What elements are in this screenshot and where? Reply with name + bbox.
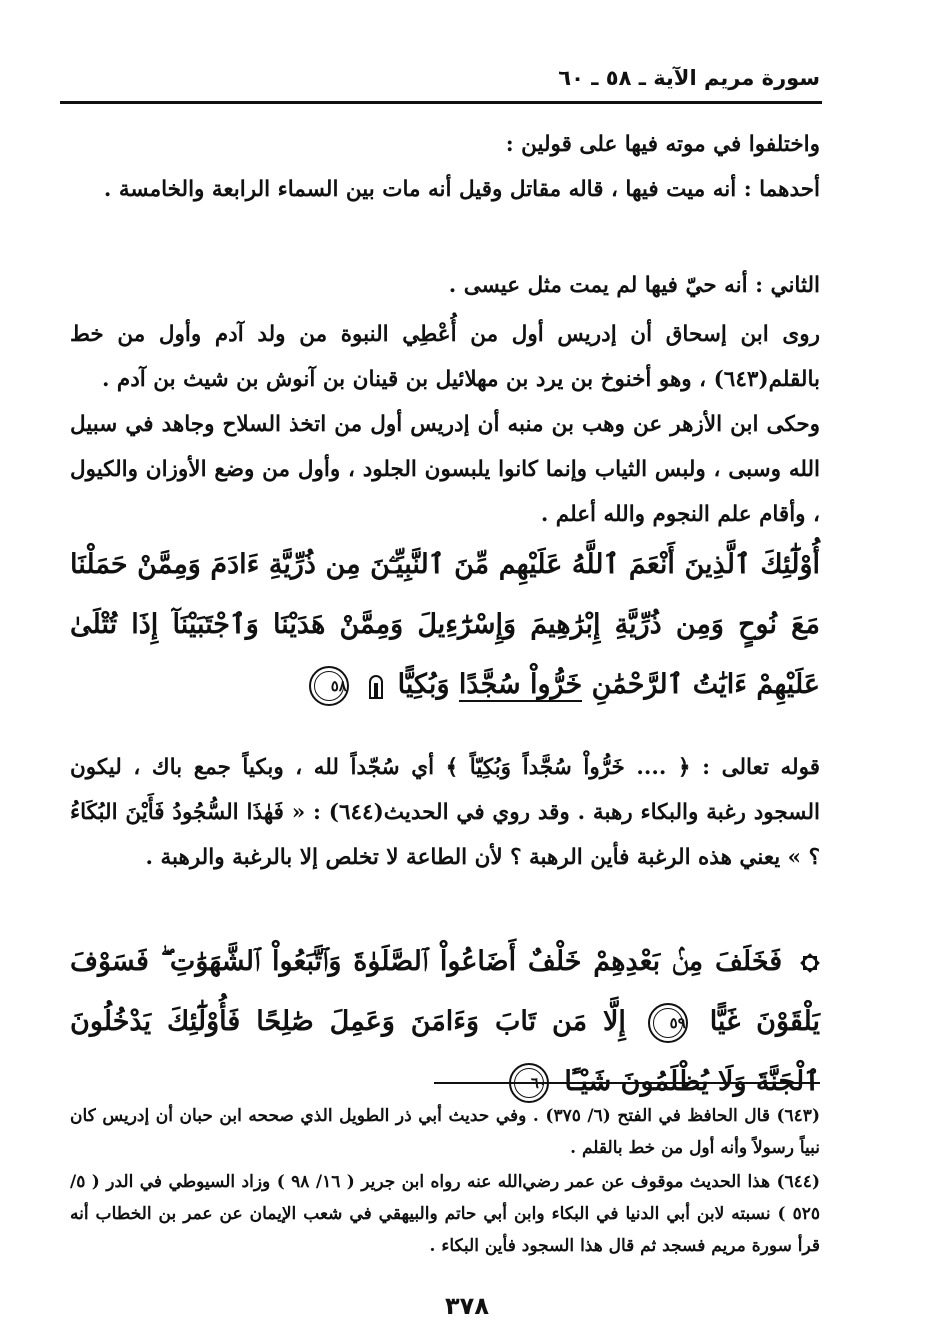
ayah-number-59: ٥٩ — [648, 1003, 688, 1043]
verse-58-text: أُوْلَٰٓئِكَ ٱلَّذِينَ أَنْعَمَ ٱللَّهُ عَلَيْهِم مِّنَ ٱلنَّبِيِّـۧنَ مِن ذُرِّيَّةِ ءَادَمَ وَمِمَّنْ حَمَلْنَا مَعَ نُوحٍ وَمِن ذُرِّيَّةِ إِبْرَٰهِيمَ وَإِسْرَٰٓءِيلَ وَمِمَّنْ هَدَيْنَا وَٱجْتَبَيْنَآ إِذَا تُتْلَىٰ عَلَيْهِمْ ءَايَٰتُ ٱلرَّحْمَٰنِ — [70, 549, 820, 700]
verse-58-tail: وَبُكِيًّا — [397, 669, 450, 700]
paragraph-5: وحكى ابن الأزهر عن وهب بن منبه أن إدريس أول من اتخذ السلاح وجاهد في سبيل الله وسبى ، ولبس الثياب وإنما كانوا يلبسون الجلود ، وأول من وضع الأوزان والكيول ، وأقام علم النجوم والله أعلم . — [70, 412, 820, 527]
header-title: سورة مريم الآية ـ ٥٨ ـ ٦٠ — [558, 66, 820, 90]
page-number: ٣٧٨ — [445, 1292, 489, 1320]
paragraph-3: الثاني : أنه حيّ فيها لم يمت مثل عيسى . — [448, 273, 820, 298]
paragraph-4: روى ابن إسحاق أن إدريس أول من أُعْطِي النبوة من ولد آدم وأول من خط بالقلم(٦٤٣) ، وهو أخنوخ بن يرد بن مهلائيل بن قينان بن آنوش بن شيث بن آدم . — [70, 322, 820, 392]
paragraph-1: واختلفوا في موته فيها على قولين : — [505, 132, 820, 157]
rub-el-hizb-icon — [800, 953, 820, 973]
verse-59-text: فَخَلَفَ مِنۢ بَعْدِهِمْ خَلْفٌ أَضَاعُواْ ٱلصَّلَوٰةَ وَٱتَّبَعُواْ ٱلشَّهَوَٰتِ ۖ فَسَوْفَ يَلْقَوْنَ غَيًّا — [70, 946, 820, 1037]
header-rule — [60, 101, 822, 104]
footnote-643: (٦٤٣) قال الحافظ في الفتح (٦/ ٣٧٥) . وفي حديث أبي ذر الطويل الذي صححه ابن حبان أن إدريس كان نبياً رسولاً وأنه أول من خط بالقلم . — [70, 1106, 820, 1158]
commentary-paragraph: قوله تعالى : ﴿ .... خَرُّواْ سُجَّداً وَبُكِيّاً ﴾ أي سُجّداً لله ، وبكياً جمع باك ، ليكون السجود رغبة والبكاء رهبة . وقد روي في الحديث(٦٤٤) : « فَهٰذَا السُّجُودُ فَأَيْنَ البُكَاءُ ؟ » يعني هذه الرغبة فأين الرهبة ؟ لأن الطاعة لا تخلص إلا بالرغبة والرهبة . — [70, 755, 820, 870]
footnote-rule — [434, 1082, 820, 1084]
footnote-644: (٦٤٤) هذا الحديث موقوف عن عمر رضي‌الله عنه رواه ابن جرير ( ١٦/ ٩٨ ) وزاد السيوطي في الدر ( ٥/ ٥٢٥ ) نسبته لابن أبي الدنيا في البكاء وابن أبي حاتم والبيهقي في شعب الإيمان عن عمر بن الخطاب أنه قرأ سورة مريم فسجد ثم قال هذا السجود فأين البكاء . — [70, 1172, 820, 1256]
running-header — [60, 66, 820, 96]
sajda-icon — [368, 673, 384, 699]
quran-verse-59-60 — [70, 932, 820, 1112]
ayah-number-60: ٦٠ — [509, 1063, 549, 1103]
paragraph-2: أحدهما : أنه ميت فيها ، قاله مقاتل وقيل أنه مات بين السماء الرابعة والخامسة . — [103, 177, 820, 202]
ayah-number-58: ٥٨ — [309, 666, 349, 706]
verse-58-underlined: خَرُّواْ سُجَّدًا — [458, 669, 583, 700]
verse-60-text: إِلَّا مَن تَابَ وَءَامَنَ وَعَمِلَ صَٰلِحًا فَأُوْلَٰٓئِكَ يَدْخُلُونَ ٱلْجَنَّةَ وَلَا يُظْلَمُونَ شَيْـًٔا — [70, 1006, 820, 1097]
quran-verse-58 — [70, 535, 820, 715]
